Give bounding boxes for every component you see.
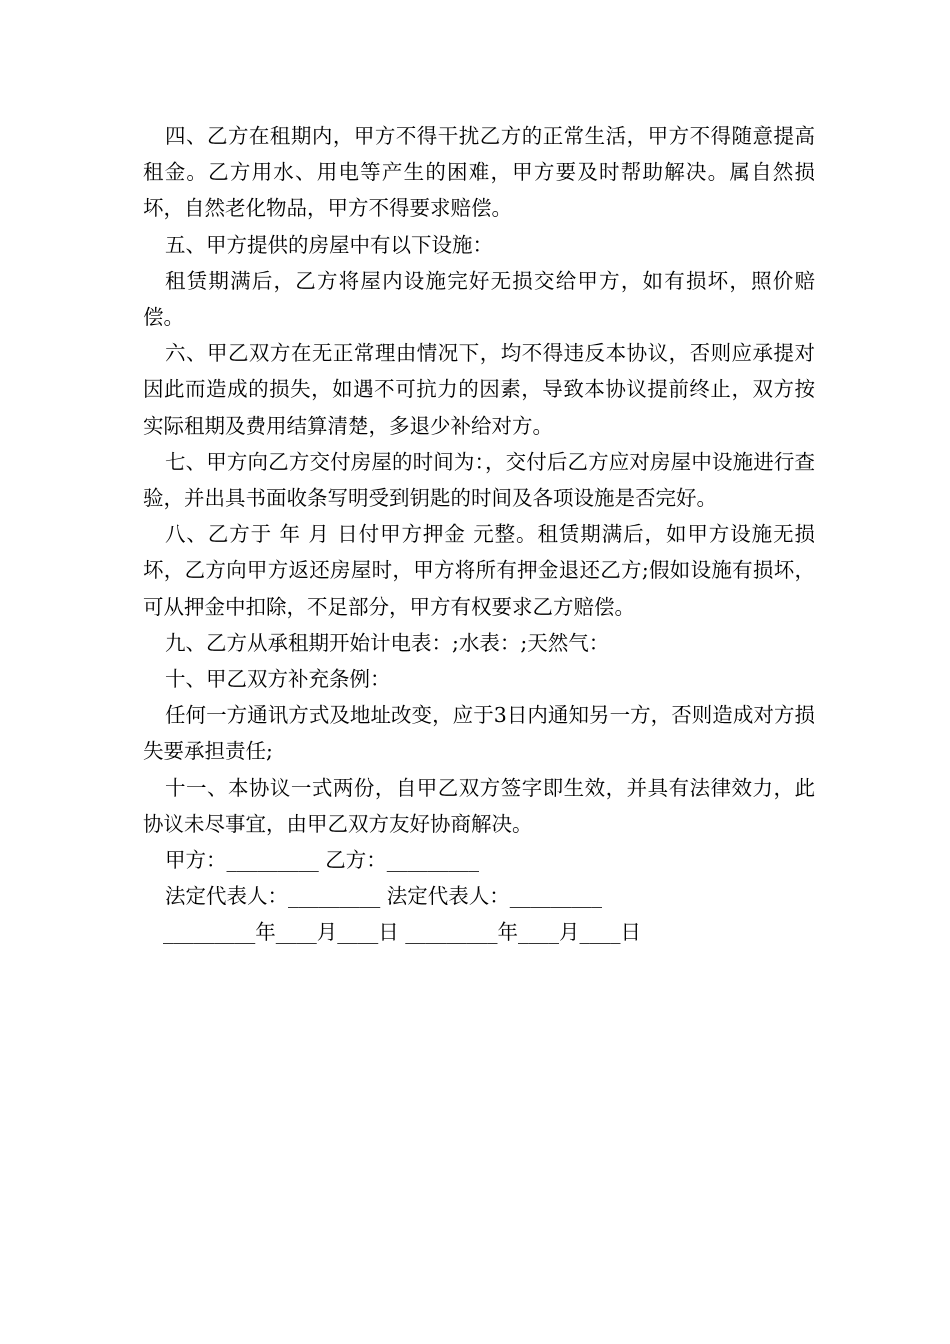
clause-5-detail: 租赁期满后，乙方将屋内设施完好无损交给甲方，如有损坏，照价赔偿。 (143, 268, 815, 330)
clause-10: 十、甲乙双方补充条例： (165, 667, 391, 692)
document-body (143, 118, 815, 951)
clause-10-detail: 任何一方通讯方式及地址改变，应于3日内通知另一方，否则造成对方损失要承担责任; (143, 703, 815, 764)
clause-8: 八、乙方于 年 月 日付甲方押金 元整。租赁期满后，如甲方设施无损坏，乙方向甲方返还房屋时，甲方将所有押金退还乙方;假如设施有损坏，可从押金中扣除，不足部分，甲方有权要求乙方赔偿。 (143, 522, 815, 619)
clause-5: 五、甲方提供的房屋中有以下设施： (165, 232, 493, 257)
clause-9: 九、乙方从承租期开始计电表：;水表：;天然气： (165, 630, 610, 655)
clause-4: 四、乙方在租期内，甲方不得干扰乙方的正常生活，甲方不得随意提高租金。乙方用水、用电等产生的困难，甲方要及时帮助解决。属自然损坏，自然老化物品，甲方不得要求赔偿。 (143, 124, 815, 221)
clause-6: 六、甲乙双方在无正常理由情况下，均不得违反本协议，否则应承提对因此而造成的损失，如遇不可抗力的因素，导致本协议提前终止，双方按实际租期及费用结算清楚，多退少补给对方。 (143, 341, 815, 438)
signature-parties: 甲方：_________ 乙方：_________ (165, 848, 480, 873)
signature-representatives: 法定代表人：_________ 法定代表人：_________ (165, 884, 603, 909)
clause-7: 七、甲方向乙方交付房屋的时间为：，交付后乙方应对房屋中设施进行查验，并出具书面收条写明受到钥匙的时间及各项设施是否完好。 (143, 449, 815, 511)
signature-dates: _________年____月____日 _________年____月____日 (163, 920, 642, 945)
clause-11: 十一、本协议一式两份，自甲乙双方签字即生效，并具有法律效力，此协议未尽事宜，由甲乙双方友好协商解决。 (143, 775, 815, 836)
